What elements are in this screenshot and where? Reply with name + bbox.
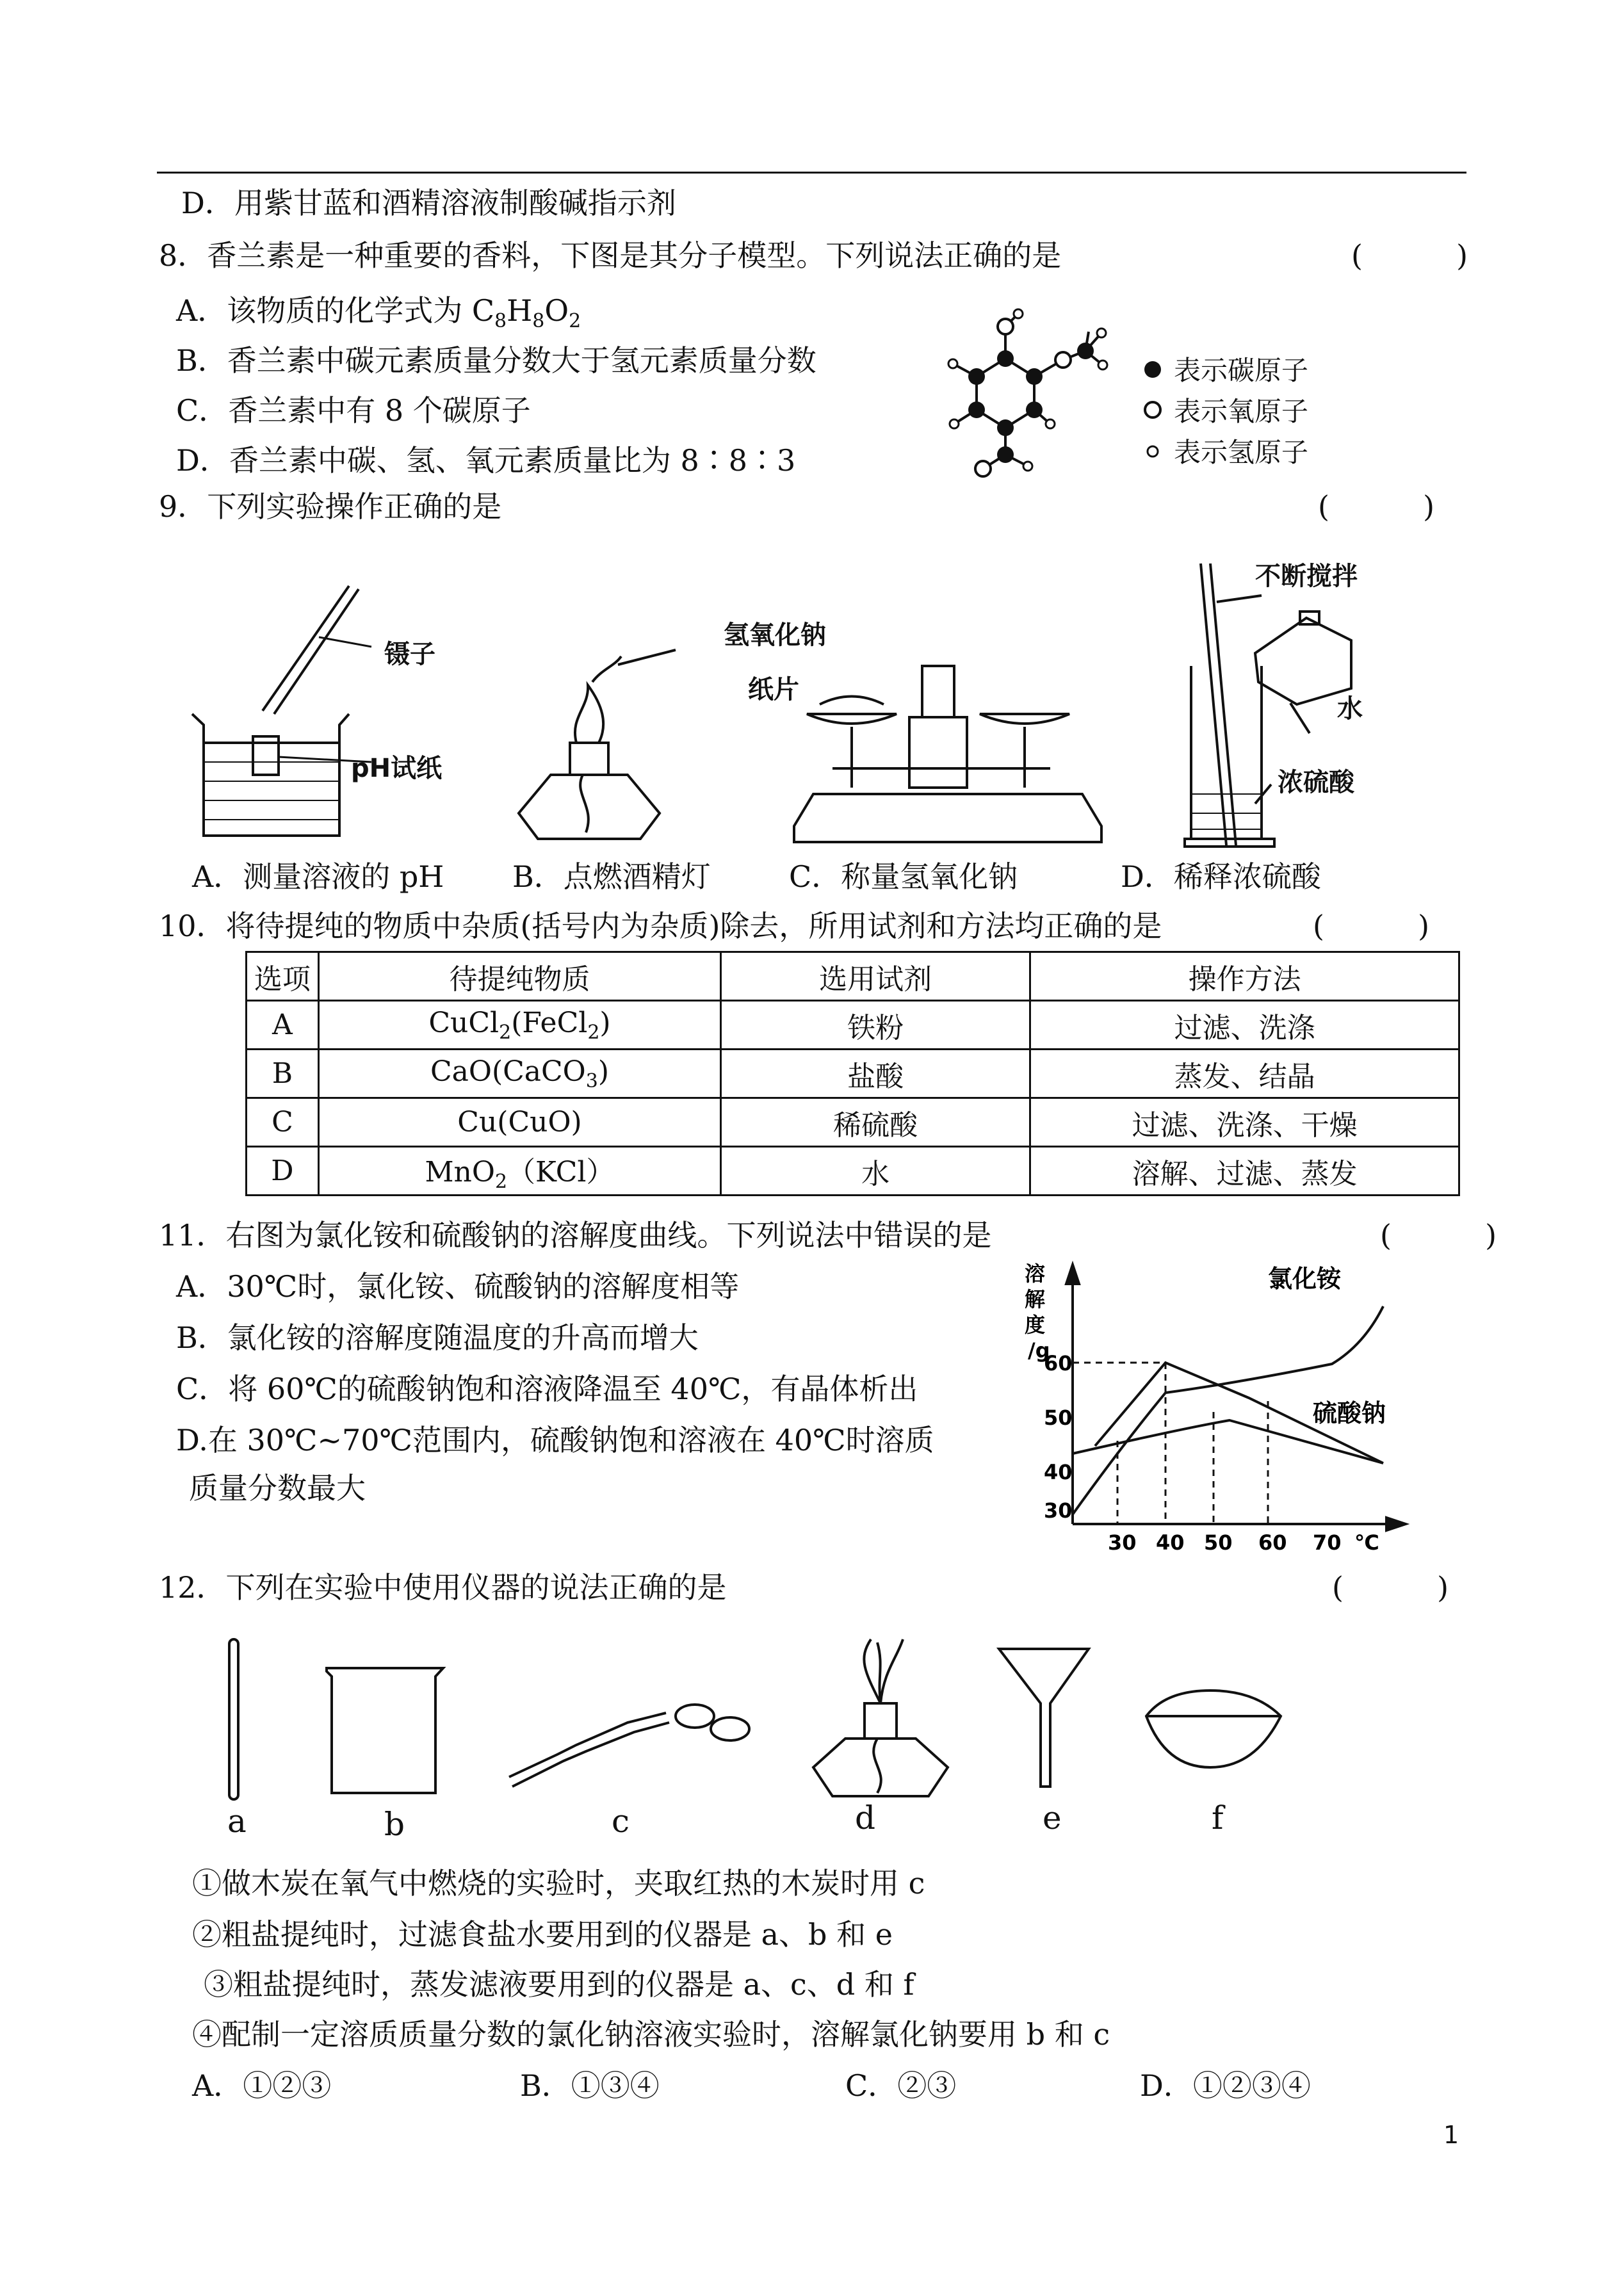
table-cell: D <box>247 1147 319 1196</box>
chart-ylabel-4: /g <box>1028 1338 1050 1363</box>
table-cell: Cu(CuO) <box>318 1098 720 1147</box>
table-cell: 过滤、洗涤 <box>1030 1001 1459 1050</box>
table-cell: 铁粉 <box>721 1001 1030 1050</box>
q11-option-b: B．氯化铵的溶解度随温度的升高而增大 <box>176 1320 699 1355</box>
x-tick-50: 50 <box>1204 1530 1233 1555</box>
series-label-nh4cl: 氯化铵 <box>1268 1265 1342 1293</box>
table-header-row <box>247 952 1459 1001</box>
table-cell: A <box>247 1001 319 1050</box>
q9-option-d: D．稀释浓硫酸 <box>1121 859 1321 894</box>
label-ph-paper: pH试纸 <box>351 754 443 783</box>
q10-answer-blank[interactable]: ( ) <box>1313 909 1430 943</box>
table-cell: 蒸发、结晶 <box>1030 1050 1459 1098</box>
table-cell: 盐酸 <box>721 1050 1030 1098</box>
q8-option-a: A．该物质的化学式为 $C_8H_8O_2$ <box>176 293 581 333</box>
y-tick-40: 40 <box>1044 1460 1073 1484</box>
table-cell: 稀硫酸 <box>721 1098 1030 1147</box>
x-tick-30: 30 <box>1108 1530 1137 1555</box>
chart-ylabel-2: 解 <box>1025 1287 1046 1311</box>
page-number: 1 <box>1443 2121 1459 2149</box>
instrument-label-b: b <box>384 1806 405 1843</box>
table-header: 选项 <box>247 952 319 1001</box>
chart-ylabel-3: 度 <box>1025 1313 1046 1337</box>
q12-option-a: A．①②③ <box>192 2068 332 2103</box>
y-tick-50: 50 <box>1044 1406 1073 1430</box>
label-water: 水 <box>1337 694 1363 724</box>
q8-option-c: C．香兰素中有 8 个碳原子 <box>176 393 531 428</box>
table-cell: CaO(CaCO$_3$) <box>318 1050 720 1098</box>
q12-option-b: B．①③④ <box>520 2068 660 2103</box>
table-cell: CuCl$_2$(FeCl$_2$) <box>318 1001 720 1050</box>
q8-option-b: B．香兰素中碳元素质量分数大于氢元素质量分数 <box>176 343 816 378</box>
x-tick-40: 40 <box>1156 1530 1185 1555</box>
instrument-label-d: d <box>855 1799 876 1837</box>
q12-statement-2: ②粗盐提纯时，过滤食盐水要用到的仪器是 a、b 和 e <box>192 1917 893 1952</box>
legend-carbon: 表示碳原子 <box>1174 355 1309 386</box>
table-header: 待提纯物质 <box>318 952 720 1001</box>
table-header: 操作方法 <box>1030 952 1459 1001</box>
label-acid: 浓硫酸 <box>1278 768 1354 797</box>
q12-statement-1: ①做木炭在氧气中燃烧的实验时，夹取红热的木炭时用 c <box>192 1866 925 1901</box>
table-row <box>247 1147 1459 1196</box>
label-tweezers: 镊子 <box>384 640 435 669</box>
q9-option-c: C．称量氢氧化钠 <box>789 859 1018 894</box>
chart-ylabel-1: 溶 <box>1025 1261 1046 1286</box>
q9-stem: 9．下列实验操作正确的是 <box>159 489 502 524</box>
q11-option-d-line1: D.在 30℃~70℃范围内，硫酸钠饱和溶液在 40℃时溶质 <box>176 1423 934 1457</box>
q12-answer-blank[interactable]: ( ) <box>1332 1570 1449 1605</box>
table-header: 选用试剂 <box>721 952 1030 1001</box>
q12-statement-3: ③粗盐提纯时，蒸发滤液要用到的仪器是 a、c、d 和 f <box>204 1967 914 2002</box>
instrument-label-c: c <box>612 1803 630 1840</box>
x-tick-70: 70 <box>1313 1530 1342 1555</box>
legend-hydrogen: 表示氢原子 <box>1174 437 1309 468</box>
q11-option-d-line2: 质量分数最大 <box>189 1471 366 1505</box>
q8-option-d: D．香兰素中碳、氢、氧元素质量比为 8∶8∶3 <box>176 443 796 478</box>
x-tick-60: 60 <box>1258 1530 1287 1555</box>
table-row <box>247 1001 1459 1050</box>
q7-option-d: D．用紫甘蓝和酒精溶液制酸碱指示剂 <box>181 186 676 220</box>
balance-illustration <box>781 653 1114 858</box>
q10-stem: 10．将待提纯的物质中杂质(括号内为杂质)除去，所用试剂和方法均正确的是 <box>159 909 1162 943</box>
q8-answer-blank[interactable]: ( ) <box>1351 238 1468 273</box>
table-cell: B <box>247 1050 319 1098</box>
instrument-label-f: f <box>1212 1799 1224 1837</box>
table-cell: 过滤、洗涤、干燥 <box>1030 1098 1459 1147</box>
q12-statement-4: ④配制一定溶质质量分数的氯化钠溶液实验时，溶解氯化钠要用 b 和 c <box>192 2017 1110 2052</box>
q11-answer-blank[interactable]: ( ) <box>1380 1218 1497 1253</box>
series-label-na2so4: 硫酸钠 <box>1313 1399 1386 1427</box>
q9-answer-blank[interactable]: ( ) <box>1318 489 1435 524</box>
table-cell: C <box>247 1098 319 1147</box>
solubility-chart <box>993 1255 1415 1562</box>
q10-table <box>245 951 1460 1196</box>
q11-option-c: C．将 60℃的硫酸钠饱和溶液降温至 40℃，有晶体析出 <box>176 1372 918 1406</box>
q12-option-c: C．②③ <box>845 2068 957 2103</box>
q9-option-a: A．测量溶液的 pH <box>192 859 444 894</box>
q8-stem: 8．香兰素是一种重要的香料，下图是其分子模型。下列说法正确的是 <box>159 238 1062 273</box>
alcohol-lamp-lighting-illustration <box>512 647 679 852</box>
table-row <box>247 1098 1459 1147</box>
q9-option-b: B．点燃酒精灯 <box>512 859 711 894</box>
table-cell: 溶解、过滤、蒸发 <box>1030 1147 1459 1196</box>
instruments-illustration <box>218 1633 1306 1812</box>
instrument-label-a: a <box>227 1803 247 1840</box>
x-unit: ℃ <box>1354 1530 1379 1555</box>
legend-icons <box>1140 355 1165 471</box>
q12-option-d: D．①②③④ <box>1140 2068 1311 2103</box>
q12-stem: 12．下列在实验中使用仪器的说法正确的是 <box>159 1570 727 1605</box>
table-row <box>247 1050 1459 1098</box>
table-cell: MnO$_2$（KCl） <box>318 1147 720 1196</box>
table-cell: 水 <box>721 1147 1030 1196</box>
label-stir: 不断搅拌 <box>1255 562 1358 591</box>
label-naoh: 氢氧化钠 <box>724 620 826 650</box>
instrument-label-e: e <box>1043 1799 1062 1837</box>
ph-measure-illustration <box>186 576 378 845</box>
y-tick-60: 60 <box>1044 1351 1073 1375</box>
label-paper: 纸片 <box>748 675 799 704</box>
header-rule <box>157 172 1466 174</box>
q11-option-a: A．30℃时，氯化铵、硫酸钠的溶解度相等 <box>176 1269 740 1304</box>
vanillin-molecule-model <box>935 301 1140 487</box>
q11-stem: 11．右图为氯化铵和硫酸钠的溶解度曲线。下列说法中错误的是 <box>159 1218 992 1253</box>
legend-oxygen: 表示氧原子 <box>1174 396 1309 427</box>
y-tick-30: 30 <box>1044 1498 1073 1523</box>
